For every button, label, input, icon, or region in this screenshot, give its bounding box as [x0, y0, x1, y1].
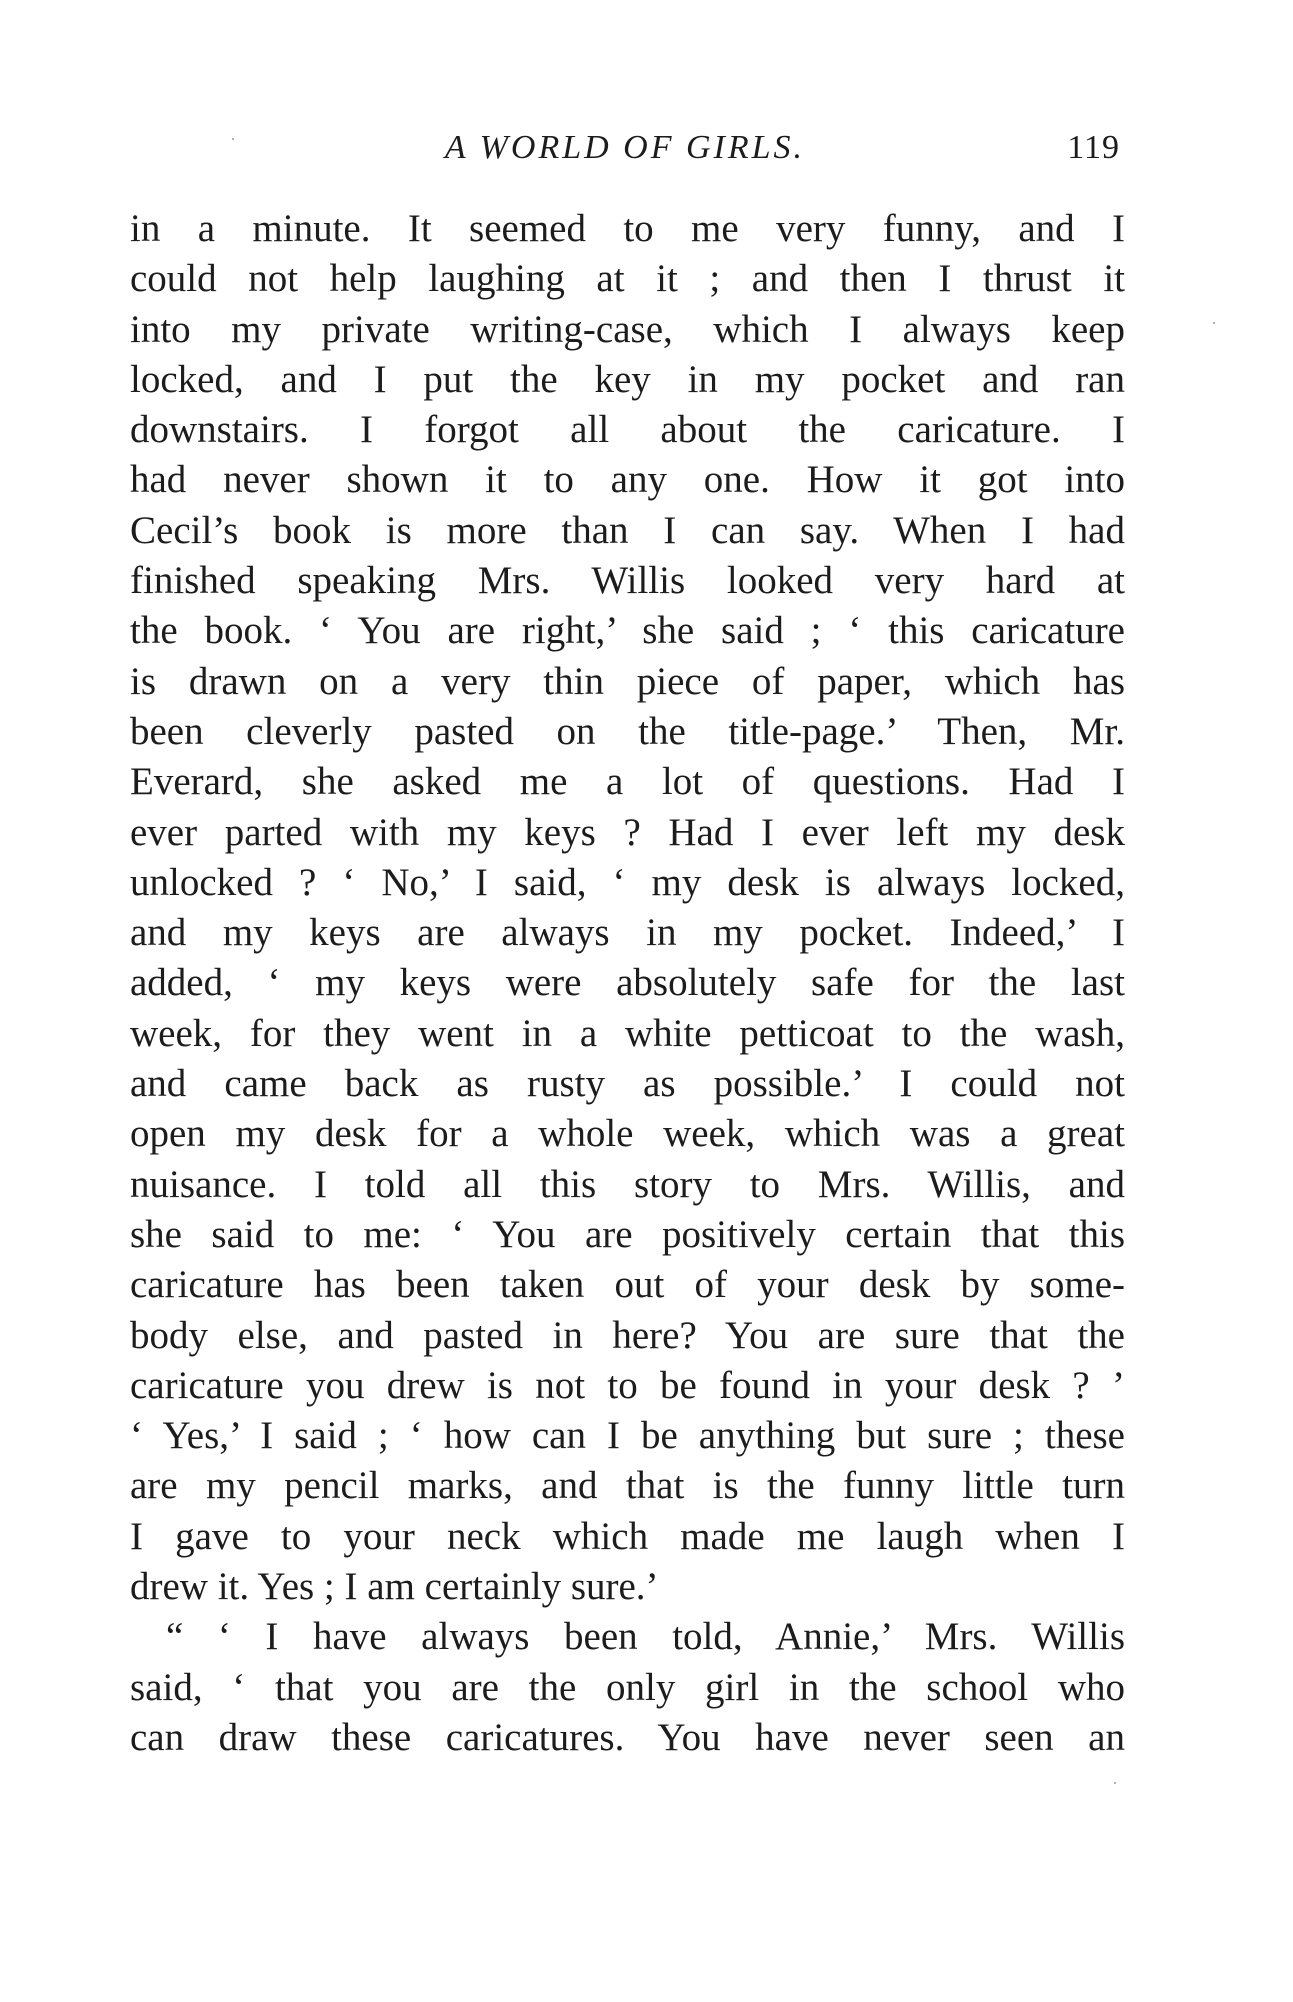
text-line: caricature you drew is not to be found in your desk ? ’: [130, 1363, 1125, 1407]
paper-speck: [232, 138, 234, 140]
text-line: had never shown it to any one. How it got into: [130, 458, 1125, 502]
text-line: said, ‘ that you are the only girl in the school who: [130, 1665, 1125, 1709]
text-line: Cecil’s book is more than I can say. When I had: [130, 508, 1125, 552]
text-line: downstairs. I forgot all about the caricature. I: [130, 408, 1125, 452]
text-line: been cleverly pasted on the title-page.’ Then, Mr.: [130, 709, 1125, 753]
running-head: [130, 126, 1120, 170]
text-line: I gave to your neck which made me laugh when I: [130, 1514, 1125, 1558]
text-line: locked, and I put the key in my pocket and ran: [130, 357, 1125, 401]
text-line: nuisance. I told all this story to Mrs. Willis, and: [130, 1162, 1125, 1206]
text-line: open my desk for a whole week, which was a great: [130, 1112, 1125, 1156]
text-line: can draw these caricatures. You have never seen an: [130, 1715, 1125, 1759]
page-number: 119: [1067, 129, 1120, 166]
text-line: the book. ‘ You are right,’ she said ; ‘ this caricature: [130, 609, 1125, 653]
text-line: and came back as rusty as possible.’ I could not: [130, 1062, 1125, 1106]
text-line: is drawn on a very thin piece of paper, which has: [130, 659, 1125, 703]
text-line: are my pencil marks, and that is the funny little turn: [130, 1464, 1125, 1508]
text-line: and my keys are always in my pocket. Indeed,’ I: [130, 911, 1125, 955]
text-line: week, for they went in a white petticoat to the wash,: [130, 1011, 1125, 1055]
text-line: she said to me: ‘ You are positively certain that this: [130, 1212, 1125, 1256]
text-line: caricature has been taken out of your desk by some-: [130, 1263, 1125, 1307]
body-text: [130, 204, 1125, 1763]
text-line: Everard, she asked me a lot of questions. Had I: [130, 760, 1125, 804]
paper-speck: [1114, 1782, 1116, 1784]
paper-speck: [1213, 322, 1215, 324]
text-line: finished speaking Mrs. Willis looked very hard at: [130, 559, 1125, 603]
text-line: ‘ Yes,’ I said ; ‘ how can I be anything but sure ; these: [130, 1414, 1125, 1458]
text-line: body else, and pasted in here? You are sure that the: [130, 1313, 1125, 1357]
text-line: in a minute. It seemed to me very funny, and I: [130, 207, 1125, 250]
text-line: into my private writing-case, which I always keep: [130, 307, 1125, 351]
text-line: drew it. Yes ; I am certainly sure.’: [130, 1565, 659, 1609]
text-line: ever parted with my keys ? Had I ever left my desk: [130, 810, 1125, 854]
text-line: “ ‘ I have always been told, Annie,’ Mrs. Willis: [166, 1615, 1125, 1659]
running-title: A WORLD OF GIRLS.: [444, 129, 806, 166]
text-line: could not help laughing at it ; and then I thrust it: [130, 257, 1125, 301]
text-line: unlocked ? ‘ No,’ I said, ‘ my desk is always locked,: [130, 860, 1125, 904]
text-line: added, ‘ my keys were absolutely safe for the last: [130, 961, 1125, 1005]
